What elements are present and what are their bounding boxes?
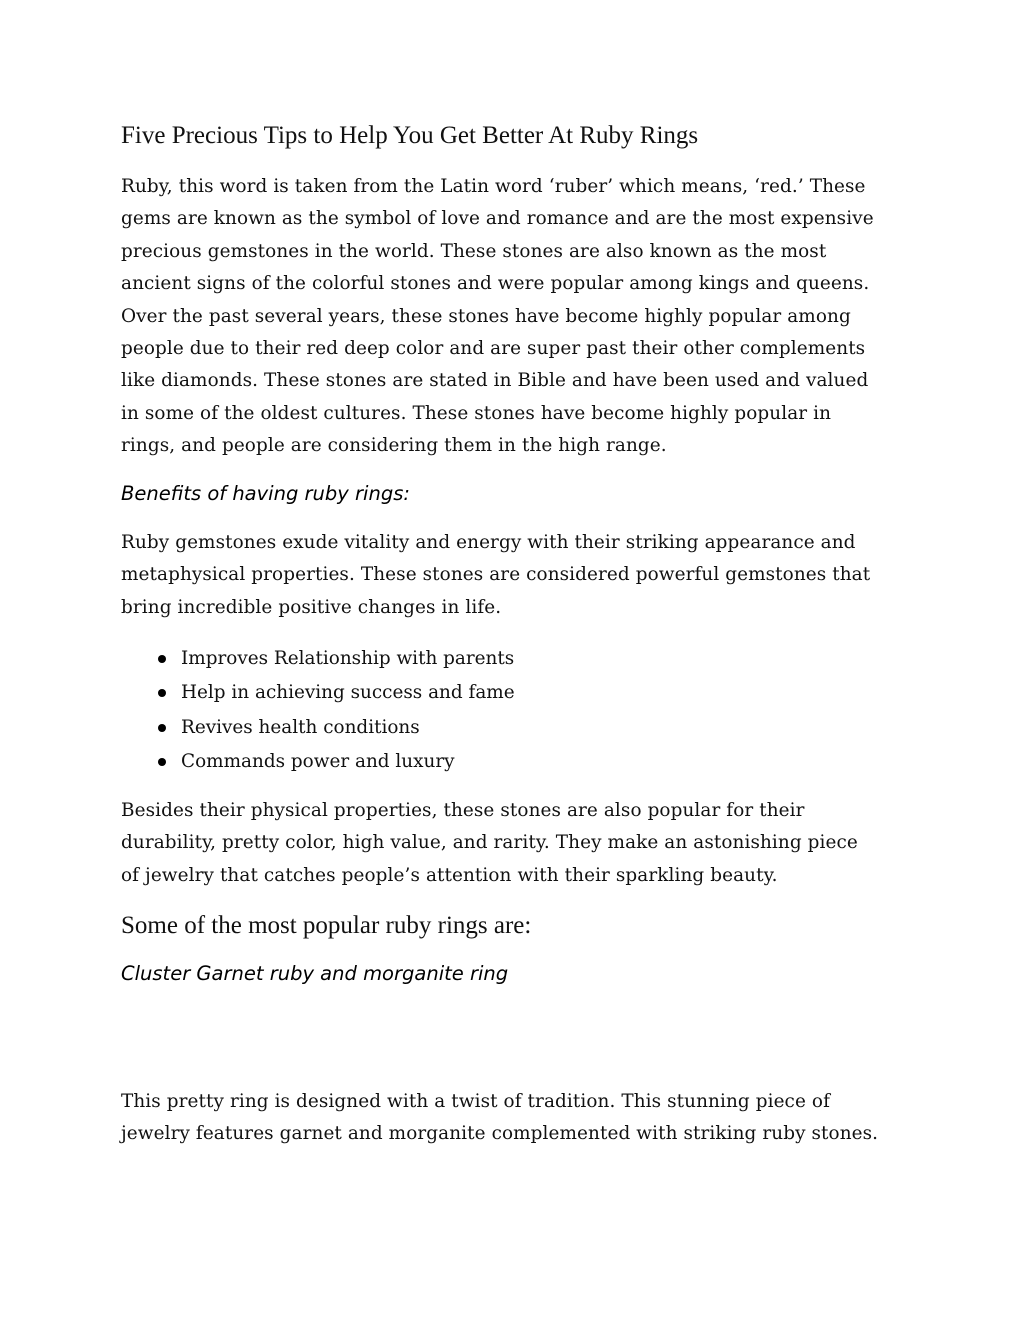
list-item-text: Help in achieving success and fame [181, 682, 515, 704]
ring-line: jewelry features garnet and morganite complemented with striking ruby stones. [121, 1123, 879, 1145]
intro-line: Ruby, this word is taken from the Latin word ‘ruber’ which means, ‘red.’ These [121, 176, 866, 197]
intro-line: in some of the oldest cultures. These stones have become highly popular in [121, 402, 832, 424]
intro-line: like diamonds. These stones are stated in Bible and have been used and valued [121, 370, 869, 392]
list-item [121, 678, 515, 712]
benefits-list [121, 644, 515, 781]
benefits-line: bring incredible positive changes in life. [121, 596, 502, 618]
bullet-icon [158, 724, 166, 732]
ring-heading: Cluster Garnet ruby and morganite ring [121, 962, 509, 985]
ring-description [121, 1086, 911, 1151]
list-item [121, 713, 515, 747]
besides-line: of jewelry that catches people’s attention with their sparkling beauty. [121, 864, 778, 886]
popular-rings-heading: Some of the most popular ruby rings are: [121, 912, 532, 939]
besides-line: durability, pretty color, high value, and rarity. They make an astonishing piece [121, 832, 858, 854]
list-item [121, 644, 515, 678]
benefits-line: metaphysical properties. These stones are considered powerful gemstones that [121, 564, 871, 586]
list-item-text: Commands power and luxury [181, 750, 455, 772]
intro-line: precious gemstones in the world. These stones are also known as the most [121, 240, 827, 262]
ring-line: This pretty ring is designed with a twist of tradition. This stunning piece of [121, 1091, 830, 1112]
benefits-paragraph [121, 527, 911, 624]
document-title: Five Precious Tips to Help You Get Better At Ruby Rings [121, 122, 699, 149]
intro-line: rings, and people are considering them in the high range. [121, 435, 667, 457]
bullet-icon [158, 655, 166, 663]
list-item-text: Improves Relationship with parents [181, 648, 515, 669]
intro-line: Over the past several years, these stones have become highly popular among [121, 305, 851, 327]
intro-paragraph [121, 171, 911, 463]
list-item-text: Revives health conditions [181, 716, 420, 738]
bullet-icon [158, 689, 166, 697]
benefits-heading: Benefits of having ruby rings: [121, 482, 410, 505]
bullet-icon [158, 758, 166, 766]
intro-line: people due to their red deep color and are super past their other complements [121, 338, 866, 360]
besides-paragraph [121, 795, 911, 892]
besides-line: Besides their physical properties, these stones are also popular for their [121, 800, 805, 821]
intro-line: gems are known as the symbol of love and romance and are the most expensive [121, 208, 874, 230]
intro-line: ancient signs of the colorful stones and were popular among kings and queens. [121, 273, 870, 295]
list-item [121, 747, 515, 781]
benefits-line: Ruby gemstones exude vitality and energy with their striking appearance and [121, 532, 856, 553]
